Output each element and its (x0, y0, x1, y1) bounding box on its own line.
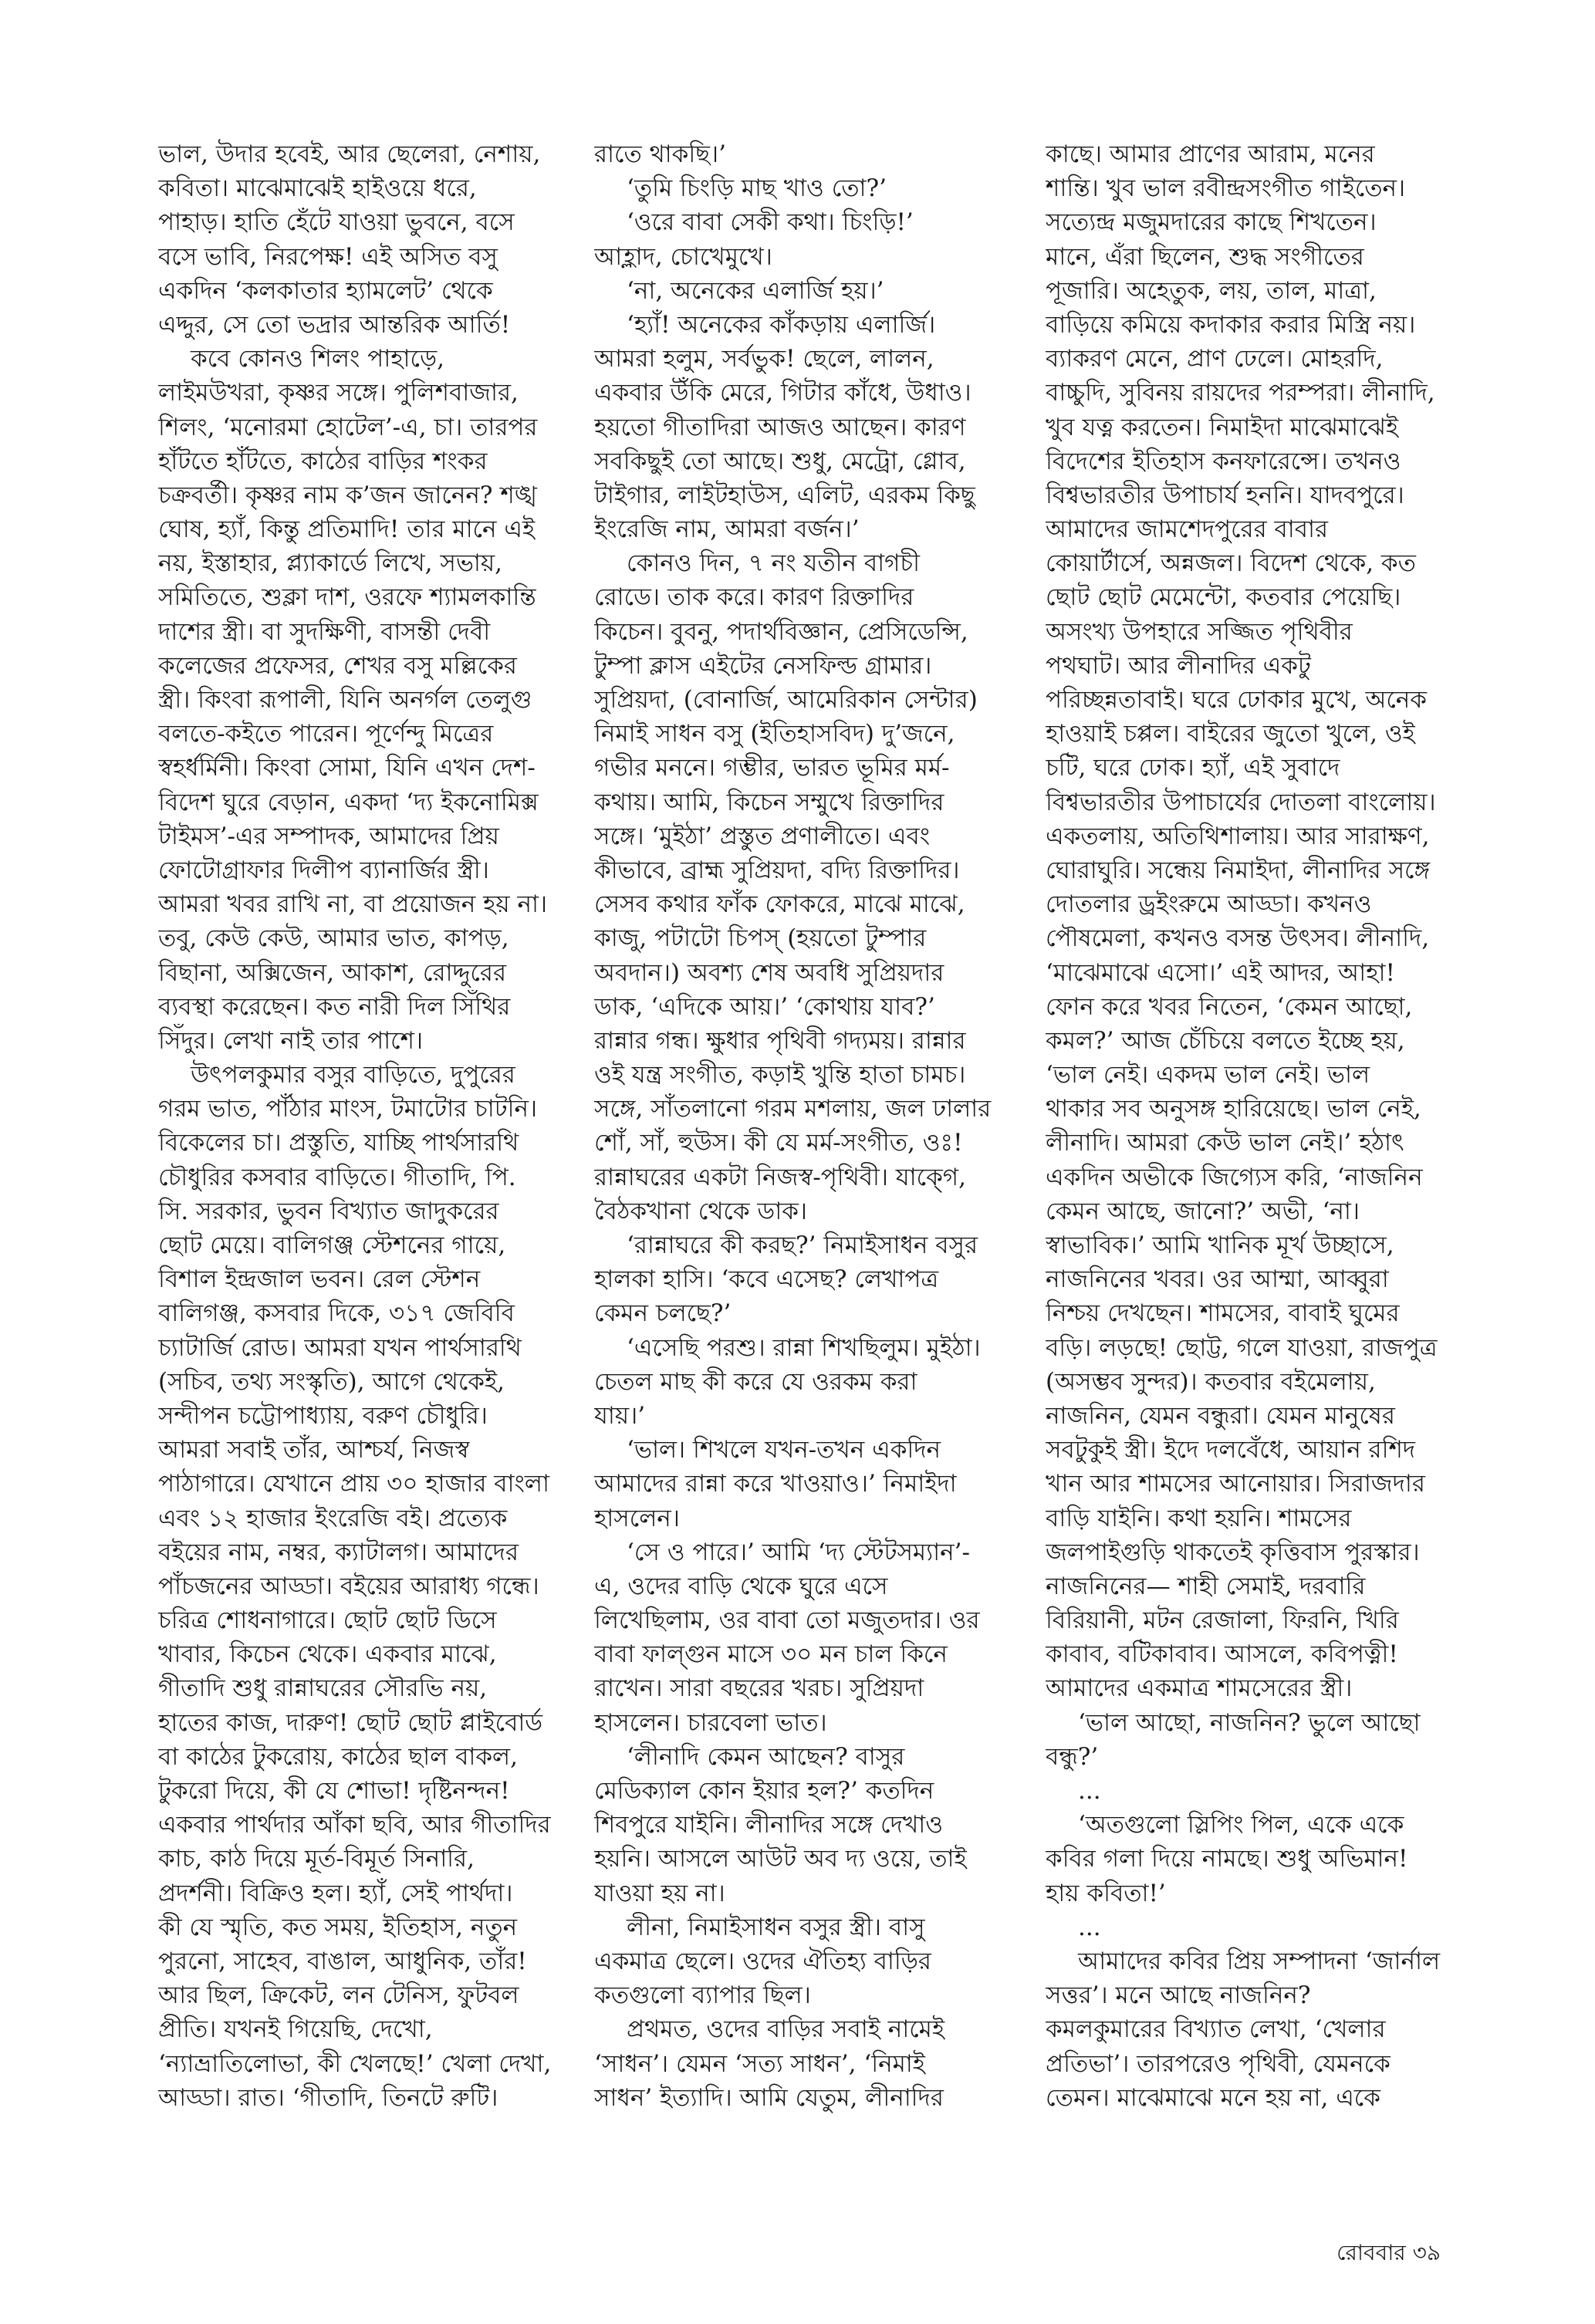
text-line: বড়ি। লড়ছে! ছোট্ট, গলে যাওয়া, রাজপুত্র (1046, 1333, 1438, 1362)
text-line: বিদেশ ঘুরে বেড়ান, একদা ‘দ্য ইকনোমিক্স (158, 788, 539, 816)
text-line: ইংরেজি নাম, আমরা বর্জন।’ (594, 515, 860, 544)
text-line: কমলকুমারের বিখ্যাত লেখা, ‘খেলার (1046, 2015, 1386, 2044)
text-line: ‘তুমি চিংড়ি মাছ খাও তো?’ (627, 174, 887, 203)
text-line: কমল?’ আজ চেঁচিয়ে বলতে ইচ্ছে হয়, (1046, 1026, 1405, 1055)
text-line: একতলায়, অতিথিশালায়। আর সারাক্ষণ, (1046, 822, 1430, 850)
text-line: থাকার সব অনুসঙ্গ হারিয়েছে। ভাল নেই, (1046, 1095, 1421, 1123)
text-line: ফোন করে খবর নিতেন, ‘কেমন আছো, (1046, 992, 1413, 1021)
text-line: হাঁটতে হাঁটতে, কাঠের বাড়ির শংকর (158, 447, 488, 475)
text-line: ব্যবস্থা করেছেন। কত নারী দিল সিঁথির (158, 992, 511, 1021)
text-line: এদ্দুর, সে তো ভদ্রার আন্তরিক আর্তি! (158, 310, 511, 339)
text-line: ‘এসেছি পরশু। রান্না শিখছিলুম। মুইঠা। (627, 1333, 981, 1362)
text-line: পুরনো, সাহেব, বাঙাল, আধুনিক, তাঁর! (158, 1947, 527, 1975)
text-line: সমিতিতে, শুক্লা দাশ, ওরফে শ্যামলকান্তি (158, 583, 536, 612)
text-line: আমরা খবর রাখি না, বা প্রয়োজন হয় না। (158, 890, 548, 919)
text-line: রাতে থাকছি।’ (594, 140, 726, 168)
text-line: চটি, ঘরে ঢোক। হ্যাঁ, এই সুবাদে (1046, 754, 1340, 782)
text-line: যাওয়া হয় না। (594, 1879, 725, 1907)
text-line: পাহাড়। হাতি হেঁটে যাওয়া ভুবনে, বসে (158, 208, 515, 237)
text-line: বিকেলের চা। প্রস্তুতি, যাচ্ছি পার্থসারথি (158, 1129, 519, 1157)
text-line: ‘সাধন’। যেমন ‘সত্য সাধন’, ‘নিমাই (594, 2049, 925, 2078)
text-line: বিশ্বভারতীর উপাচার্যের দোতলা বাংলোয়। (1046, 788, 1436, 816)
text-line: হাসলেন। চারবেলা ভাত। (594, 1708, 827, 1737)
text-line: লীনা, নিমাইসাধন বসুর স্ত্রী। বাসু (627, 1913, 925, 1941)
text-line: কেমন চলছে?’ (594, 1299, 732, 1328)
page-footer: রোববার ৩৯ (1336, 2240, 1441, 2265)
text-line: ভাল, উদার হবেই, আর ছেলেরা, নেশায়, (158, 140, 541, 168)
text-line: হাওয়াই চপ্পল। বাইরের জুতো খুলে, ওই (1046, 720, 1415, 748)
text-line: কলেজের প্রফেসর, শেখর বসু মল্লিকের (158, 651, 517, 680)
text-line: সেসব কথার ফাঁক ফোকরে, মাঝে মাঝে, (594, 890, 965, 919)
text-line: পাঠাগারে। যেখানে প্রায় ৩০ হাজার বাংলা (158, 1470, 549, 1498)
text-line: পরিচ্ছন্নতাবাই। ঘরে ঢোকার মুখে, অনেক (1046, 686, 1427, 714)
text-line: গরম ভাত, পাঁঠার মাংস, টমাটোর চাটনি। (158, 1095, 538, 1123)
text-line: অসংখ্য উপহারে সজ্জিত পৃথিবীর (1046, 617, 1353, 646)
text-line: বা কাঠের টুকরোয়, কাঠের ছাল বাকল, (158, 1742, 518, 1771)
text-line: আহ্লাদ, চোখেমুখে। (594, 242, 772, 271)
text-line: রান্নাঘরের একটা নিজস্ব-পৃথিবী। যাক্গে, (594, 1163, 966, 1191)
text-line: বলতে-কইতে পারেন। পূর্ণেন্দু মিত্রের (158, 720, 494, 748)
text-line: প্রীতি। যখনই গিয়েছি, দেখো, (158, 2015, 433, 2044)
text-line: কাজু, পটাটো চিপস্ (হয়তো টুম্পার (594, 924, 927, 953)
text-line: শান্তি। খুব ভাল রবীন্দ্রসংগীত গাইতেন। (1046, 174, 1406, 203)
text-line: একদিন ‘কলকাতার হ্যামলেট’ থেকে (158, 276, 493, 305)
text-line: একবার পার্থদার আঁকা ছবি, আর গীতাদির (158, 1811, 551, 1839)
text-line: কেমন আছে, জানো?’ অভী, ‘না। (1046, 1197, 1360, 1225)
text-line: ডাক, ‘এদিকে আয়।’ ‘কোথায় যাব?’ (594, 992, 935, 1021)
text-line: বিশাল ইন্দ্রজাল ভবন। রেল স্টেশন (158, 1265, 481, 1294)
text-line: বাচ্চুদি, সুবিনয় রায়দের পরম্পরা। লীনাদি, (1046, 379, 1435, 407)
text-line: বন্ধু?’ (1046, 1742, 1099, 1771)
text-line: সুপ্রিয়দা, (বোনার্জি, আমেরিকান সেন্টার) (594, 686, 978, 714)
text-line: কতগুলো ব্যাপার ছিল। (594, 1981, 811, 2010)
text-line: প্রথমত, ওদের বাড়ির সবাই নামেই (627, 2015, 944, 2044)
text-line: রোডে। তাক করে। কারণ রিক্তাদির (594, 583, 914, 612)
text-line: খাবার, কিচেন থেকে। একবার মাঝে, (158, 1640, 497, 1669)
text-line: ‘ভাল আছো, নাজনিন? ভুলে আছো (1078, 1708, 1421, 1737)
text-line: বালিগঞ্জ, কসবার দিকে, ৩১৭ জেবিবি (158, 1299, 515, 1328)
text-line: লীনাদি। আমরা কেউ ভাল নেই।’ হঠাৎ (1046, 1129, 1404, 1157)
text-line: নিমাই সাধন বসু (ইতিহাসবিদ) দু’জনে, (594, 720, 955, 748)
text-line: টাইগার, লাইটহাউস, এলিট, এরকম কিছু (594, 481, 975, 509)
text-line: হয়নি। আসলে আউট অব দ্য ওয়ে, তাই (594, 1845, 967, 1873)
text-line: নয়, ইস্তাহার, প্ল্যাকার্ডে লিখে, সভায়, (158, 549, 503, 578)
text-line: ঘোরাঘুরি। সন্ধেয় নিমাইদা, লীনাদির সঙ্গে (1046, 856, 1431, 884)
text-line: মানে, এঁরা ছিলেন, শুদ্ধ সংগীতের (1046, 242, 1364, 271)
text-line: চ্যাটার্জি রোড। আমরা যখন পার্থসারথি (158, 1333, 522, 1362)
text-line: হাতের কাজ, দারুণ! ছোট ছোট প্লাইবোর্ড (158, 1708, 543, 1737)
text-line: ‘রান্নাঘরে কী করছ?’ নিমাইসাধন বসুর (627, 1231, 978, 1259)
text-line: বিরিয়ানী, মটন রেজালা, ফিরনি, খিরি (1046, 1606, 1399, 1635)
text-line: দোতলার ড্রইংরুমে আড্ডা। কখনও (1046, 890, 1372, 919)
text-line: বৈঠকখানা থেকে ডাক। (594, 1197, 807, 1225)
text-line: এ, ওদের বাড়ি থেকে ঘুরে এসে (594, 1572, 888, 1600)
text-line: জলপাইগুড়ি থাকতেই কৃত্তিবাস পুরস্কার। (1046, 1538, 1420, 1566)
text-line: একবার উঁকি মেরে, গিটার কাঁধে, উধাও। (594, 379, 972, 407)
text-line: নাজনিন, যেমন বন্ধুরা। যেমন মানুষের (1046, 1401, 1395, 1430)
text-line: ‘ন্যাভ্রাতিলোভা, কী খেলছে!’ খেলা দেখা, (158, 2049, 552, 2078)
text-line: অবদান।) অবশ্য শেষ অবধি সুপ্রিয়দার (594, 958, 944, 987)
text-line: সঙ্গে, সাঁতলানো গরম মশলায়, জল ঢালার (594, 1095, 992, 1123)
text-line: ‘হ্যাঁ! অনেকের কাঁকড়ায় এলার্জি। (627, 310, 936, 339)
text-line: টুকরো দিয়ে, কী যে শোভা! দৃষ্টিনন্দন! (158, 1777, 510, 1805)
text-line: ছোট মেয়ে। বালিগঞ্জ স্টেশনের গায়ে, (158, 1231, 506, 1259)
text-line: প্রদর্শনী। বিক্রিও হল। হ্যাঁ, সেই পার্থদা। (158, 1879, 513, 1907)
text-line: ছোট ছোট মেমেন্টো, কতবার পেয়েছি। (1046, 583, 1401, 612)
text-line: মেডিক্যাল কোন ইয়ার হল?’ কতদিন (594, 1777, 934, 1805)
text-line: তেমন। মাঝেমাঝে মনে হয় না, একে (1046, 2083, 1380, 2112)
text-line: এবং ১২ হাজার ইংরেজি বই। প্রত্যেক (158, 1504, 508, 1532)
text-line: সত্যেন্দ্র মজুমদারের কাছে শিখতেন। (1046, 208, 1377, 237)
text-line: লাইমউখরা, কৃষ্ণর সঙ্গে। পুলিশবাজার, (158, 379, 519, 407)
text-line: সন্দীপন চট্টোপাধ্যায়, বরুণ চৌধুরি। (158, 1401, 488, 1430)
text-line: প্রতিভা’। তারপরেও পৃথিবী, যেমনকে (1046, 2049, 1391, 2078)
text-line: সবটুকুই স্ত্রী। ইদে দলবেঁধে, আয়ান রশিদ (1046, 1436, 1416, 1464)
text-line: উৎপলকুমার বসুর বাড়িতে, দুপুরের (191, 1061, 515, 1089)
text-line: হায় কবিতা!’ (1046, 1879, 1166, 1907)
text-line: ব্যাকরণ মেনে, প্রাণ ঢেলে। মোহরদি, (1046, 345, 1384, 373)
text-line: আমাদের রান্না করে খাওয়াও।’ নিমাইদা (594, 1470, 957, 1498)
article-column-3 (1046, 137, 1451, 2115)
text-line: কী যে স্মৃতি, কত সময়, ইতিহাস, নতুন (158, 1913, 518, 1941)
text-line: ফোটোগ্রাফার দিলীপ ব্যানার্জির স্ত্রী। (158, 856, 489, 884)
text-line: আর ছিল, ক্রিকেট, লন টেনিস, ফুটবল (158, 1981, 519, 2010)
text-line: কবে কোনও শিলং পাহাড়ে, (191, 345, 444, 373)
text-line: একদিন অভীকে জিগ্যেস করি, ‘নাজনিন (1046, 1163, 1423, 1191)
text-line: সত্তর’। মনে আছে নাজনিন? (1046, 1981, 1311, 2010)
text-line: হয়তো গীতাদিরা আজও আছেন। কারণ (594, 413, 966, 441)
text-line: একমাত্র ছেলে। ওদের ঐতিহ্য বাড়ির (594, 1947, 931, 1975)
text-line: (অসম্ভব সুন্দর)। কতবার বইমেলায়, (1046, 1367, 1376, 1396)
text-line: কীভাবে, ব্রাহ্ম সুপ্রিয়দা, বদ্যি রিক্তাদির। (594, 856, 960, 884)
text-line: আমাদের একমাত্র শামসেরের স্ত্রী। (1046, 1674, 1353, 1703)
text-line: ‘ভাল নেই। একদম ভাল নেই। ভাল (1046, 1061, 1370, 1089)
text-line: বিছানা, অক্সিজেন, আকাশ, রোদ্দুরের (158, 958, 506, 987)
text-line: যায়।’ (594, 1401, 646, 1430)
text-line: রাখেন। সারা বছরের খরচ। সুপ্রিয়দা (594, 1674, 924, 1703)
text-line: (সচিব, তথ্য সংস্কৃতি), আগে থেকেই, (158, 1367, 505, 1396)
text-line: আড্ডা। রাত। ‘গীতাদি, তিনটে রুটি। (158, 2083, 498, 2112)
text-line: কাবাব, বটিকাবাব। আসলে, কবিপত্নী! (1046, 1640, 1398, 1669)
text-line: কাচ, কাঠ দিয়ে মূর্ত-বিমূর্ত সিনারি, (158, 1845, 475, 1873)
text-line: শোঁ, সাঁ, হুউস। কী যে মর্ম-সংগীত, ওঃ! (594, 1129, 963, 1157)
text-line: কোয়ার্টার্সে, অন্নজল। বিদেশ থেকে, কত (1046, 549, 1416, 578)
text-line: নাজনিনের— শাহী সেমাই, দরবারি (1046, 1572, 1366, 1600)
text-line: সাধন’ ইত্যাদি। আমি যেতুম, লীনাদির (594, 2083, 944, 2112)
text-line: ‘অতগুলো স্লিপিং পিল, একে একে (1078, 1811, 1404, 1839)
text-line: সিঁদুর। লেখা নাই তার পাশে। (158, 1026, 424, 1055)
article-column-2 (594, 137, 995, 2115)
text-line: স্বাভাবিক।’ আমি খানিক মূর্খ উচ্ছাসে, (1046, 1231, 1394, 1259)
text-line: ওই যন্ত্র সংগীত, কড়াই খুন্তি হাতা চামচ। (594, 1061, 966, 1089)
text-line: বসে ভাবি, নিরপেক্ষ! এই অসিত বসু (158, 242, 498, 271)
text-line: তবু, কেউ কেউ, আমার ভাত, কাপড়, (158, 924, 509, 953)
article-column-1 (158, 137, 567, 2115)
text-line: কথায়। আমি, কিচেন সম্মুখে রিক্তাদির (594, 788, 944, 816)
text-line: স্বহর্ধর্মিনী। কিংবা সোমা, যিনি এখন দেশ- (158, 754, 536, 782)
text-line: ‘সে ও পারে।’ আমি ‘দ্য স্টেটসম্যান’- (627, 1538, 970, 1566)
text-line: কোনও দিন, ৭ নং যতীন বাগচী (627, 549, 921, 578)
text-line: আমরা সবাই তাঁর, আশ্চর্য, নিজস্ব (158, 1436, 470, 1464)
text-line: ঘোষ, হ্যাঁ, কিন্তু প্রতিমাদি! তার মানে এই (158, 515, 536, 544)
text-line: খুব যত্ন করতেন। নিমাইদা মাঝেমাঝেই (1046, 413, 1399, 441)
text-line: সবকিছুই তো আছে। শুধু, মেট্রো, গ্লোব, (594, 447, 966, 475)
text-line: গভীর মননে। গম্ভীর, ভারত ভূমির মর্ম- (594, 754, 950, 782)
text-line: চেতল মাছ কী করে যে ওরকম করা (594, 1367, 917, 1396)
text-line: নাজনিনের খবর। ওর আম্মা, আব্বুরা (1046, 1265, 1389, 1294)
text-line: খান আর শামসের আনোয়ার। সিরাজদার (1046, 1470, 1425, 1498)
text-line: কাছে। আমার প্রাণের আরাম, মনের (1046, 140, 1375, 168)
text-line: ‘মাঝেমাঝে এসো।’ এই আদর, আহা! (1046, 958, 1395, 987)
text-line: কবির গলা দিয়ে নামছে। শুধু অভিমান! (1046, 1845, 1408, 1873)
text-line: নিশ্চয় দেখছেন। শামসের, বাবাই ঘুমের (1046, 1299, 1400, 1328)
text-line: পূজারি। অহেতুক, লয়, তাল, মাত্রা, (1046, 276, 1377, 305)
text-line: বিশ্বভারতীর উপাচার্য হননি। যাদবপুরে। (1046, 481, 1404, 509)
text-line: পথঘাট। আর লীনাদির একটু (1046, 651, 1311, 680)
text-line: বাড়িয়ে কমিয়ে কদাকার করার মিস্ত্রি নয়। (1046, 310, 1416, 339)
text-line: সি. সরকার, ভুবন বিখ্যাত জাদুকরের (158, 1197, 499, 1225)
text-line: হাসলেন। (594, 1504, 680, 1532)
text-line: পাঁচজনের আড্ডা। বইয়ের আরাধ্য গন্ধে। (158, 1572, 539, 1600)
text-line: শিবপুরে যাইনি। লীনাদির সঙ্গে দেখাও (594, 1811, 944, 1839)
text-line: ... (1078, 1777, 1101, 1805)
text-line: চক্রবর্তী। কৃষ্ণর নাম ক’জন জানেন? শঙ্খ (158, 481, 537, 509)
text-line: সঙ্গে। ‘মুইঠা’ প্রস্তুত প্রণালীতে। এবং (594, 822, 931, 850)
text-line: আমরা হলুম, সর্বভুক! ছেলে, লালন, (594, 345, 934, 373)
text-line: চরিত্র শোধনাগারে। ছোট ছোট ডিসে (158, 1606, 497, 1635)
text-line: বিদেশের ইতিহাস কনফারেন্সে। তখনও (1046, 447, 1401, 475)
text-line: ‘না, অনেকের এলার্জি হয়।’ (627, 276, 884, 305)
text-line: কিচেন। বুবনু, পদার্থবিজ্ঞান, প্রেসিডেন্সি, (594, 617, 968, 646)
text-line: ... (1078, 1913, 1101, 1941)
text-line: ‘ভাল। শিখলে যখন-তখন একদিন (627, 1436, 941, 1464)
text-line: ‘লীনাদি কেমন আছেন? বাসুর (627, 1742, 905, 1771)
text-line: বাবা ফাল্গুন মাসে ৩০ মন চাল কিনে (594, 1640, 948, 1669)
text-line: রান্নার গন্ধ। ক্ষুধার পৃথিবী গদ্যময়। রান্নার (594, 1026, 966, 1055)
text-line: গীতাদি শুধু রান্নাঘরের সৌরভি নয়, (158, 1674, 488, 1703)
text-line: শিলং, ‘মনোরমা হোটেল’-এ, চা। তারপর (158, 413, 538, 441)
text-line: ‘ওরে বাবা সেকী কথা। চিংড়ি!’ (627, 208, 914, 237)
text-line: স্ত্রী। কিংবা রূপালী, যিনি অনর্গল তেলুগু (158, 686, 532, 714)
text-line: দাশের স্ত্রী। বা সুদক্ষিণী, বাসন্তী দেবী (158, 617, 491, 646)
text-line: লিখেছিলাম, ওর বাবা তো মজুতদার। ওর (594, 1606, 980, 1635)
text-line: আমাদের জামশেদপুরের বাবার (1046, 515, 1329, 544)
text-line: বাড়ি যাইনি। কথা হয়নি। শামসের (1046, 1504, 1352, 1532)
text-line: টুম্পা ক্লাস এইটের নেসফিল্ড গ্রামার। (594, 651, 932, 680)
text-line: আমাদের কবির প্রিয় সম্পাদনা ‘জার্নাল (1078, 1947, 1441, 1975)
text-line: কবিতা। মাঝেমাঝেই হাইওয়ে ধরে, (158, 174, 477, 203)
text-line: চৌধুরির কসবার বাড়িতে। গীতাদি, পি. (158, 1163, 516, 1191)
text-line: বইয়ের নাম, নম্বর, ক্যাটালগ। আমাদের (158, 1538, 519, 1566)
text-line: হালকা হাসি। ‘কবে এসেছ? লেখাপত্র (594, 1265, 939, 1294)
text-line: পৌষমেলা, কখনও বসন্ত উৎসব। লীনাদি, (1046, 924, 1430, 953)
text-line: টাইমস’-এর সম্পাদক, আমাদের প্রিয় (158, 822, 499, 850)
